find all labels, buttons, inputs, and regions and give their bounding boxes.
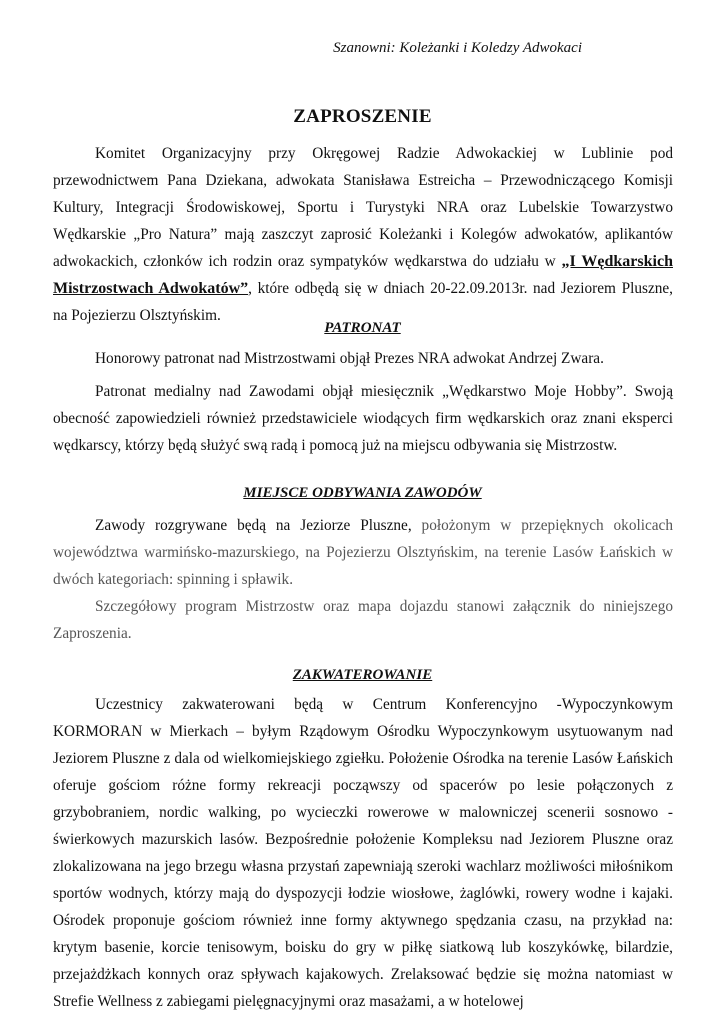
section-heading-patronat: PATRONAT (324, 320, 401, 336)
intro-paragraph (53, 140, 673, 329)
section-heading-miejsce: MIEJSCE ODBYWANIA ZAWODÓW (243, 485, 482, 501)
miejsce-section (53, 512, 673, 647)
section-heading-zakwaterowanie: ZAKWATEROWANIE (292, 667, 433, 683)
miejsce-text-start: Zawody rozgrywane będą na Jeziorze Pluszne, (95, 517, 412, 534)
intro-text-end: , które odbędą się w dniach 20-22.09.2013r. nad Jeziorem Pluszne, na Pojezierzu Olsztyńskim. (53, 280, 673, 324)
event-name: „I Wędkarskich Mistrzostwach Adwokatów” (53, 253, 673, 297)
intro-section (53, 140, 673, 329)
salutation: Szanowni: Koleżanki i Koledzy Adwokaci (333, 40, 582, 56)
miejsce-paragraph-2: Szczegółowy program Mistrzostw oraz mapa dojazdu stanowi załącznik do niniejszego Zaproszenia. (53, 598, 673, 642)
miejsce-text-rest: położonym w przepięknych okolicach województwa warmińsko-mazurskiego, na Pojezierzu Olsztyńskim, na terenie Lasów Łańskich w dwóch kategoriach: spinning i spławik. (53, 517, 673, 588)
patronat-paragraph-1: Honorowy patronat nad Mistrzostwami objął Prezes NRA adwokat Andrzej Zwara. (95, 350, 604, 367)
zakwaterowanie-paragraph: Uczestnicy zakwaterowani będą w Centrum Konferencyjno -Wypoczynkowym KORMORAN w Mierkach – byłym Rządowym Ośrodku Wypoczynkowym usytuowanym nad Jeziorem Pluszne z dala od wielkomiejskiego zgiełku. Położenie Ośrodka na terenie Lasów Łańskich oferuje gościom różne formy rekreacji począwszy od spacerów po lesie połączonych z grzybobraniem, nordic walking, po wycieczki rowerowe w malowniczej scenerii sosnowo - świerkowych mazurskich lasów. Bezpośrednie położenie Kompleksu nad Jeziorem Pluszne oraz zlokalizowana na jego brzegu własna przystań zapewniają szeroki wachlarz możliwości miłośnikom sportów wodnych, którzy mają do dyspozycji łodzie wiosłowe, żaglówki, rowery wodne i kajaki. Ośrodek proponuje gościom również inne formy aktywnego spędzania czasu, na przykład na: krytym basenie, korcie tenisowym, boisku do gry w piłkę siatkową lub koszykówkę, bilardzie, przejażdżkach konnych oraz spływach kajakowych. Zrelaksować będzie się można natomiast w Strefie Wellness z zabiegami pielęgnacyjnymi oraz masażami, a w hotelowej (53, 696, 673, 1010)
patronat-section (53, 345, 673, 459)
patronat-paragraph-2: Patronat medialny nad Zawodami objął miesięcznik „Wędkarstwo Moje Hobby”. Swoją obecność zapowiedzieli również przedstawiciele wiodących firm wędkarskich oraz znani eksperci wędkarscy, którzy będą służyć swą radą i pomocą już na miejscu odbywania się Mistrzostw. (53, 383, 673, 454)
intro-text: Komitet Organizacyjny przy Okręgowej Radzie Adwokackiej w Lublinie pod przewodnictwem Pana Dziekana, adwokata Stanisława Estreicha – Przewodniczącego Komisji Kultury, Integracji Środowiskowej, Sportu i Turystyki NRA oraz Lubelskie Towarzystwo Wędkarskie „Pro Natura” mają zaszczyt zaprosić Koleżanki i Kolegów adwokatów, aplikantów adwokackich, członków ich rodzin oraz sympatyków wędkarstwa do udziału w (53, 145, 673, 270)
miejsce-paragraph-1 (53, 512, 673, 593)
page-title: ZAPROSZENIE (293, 106, 432, 127)
zakwaterowanie-section (53, 691, 673, 1015)
